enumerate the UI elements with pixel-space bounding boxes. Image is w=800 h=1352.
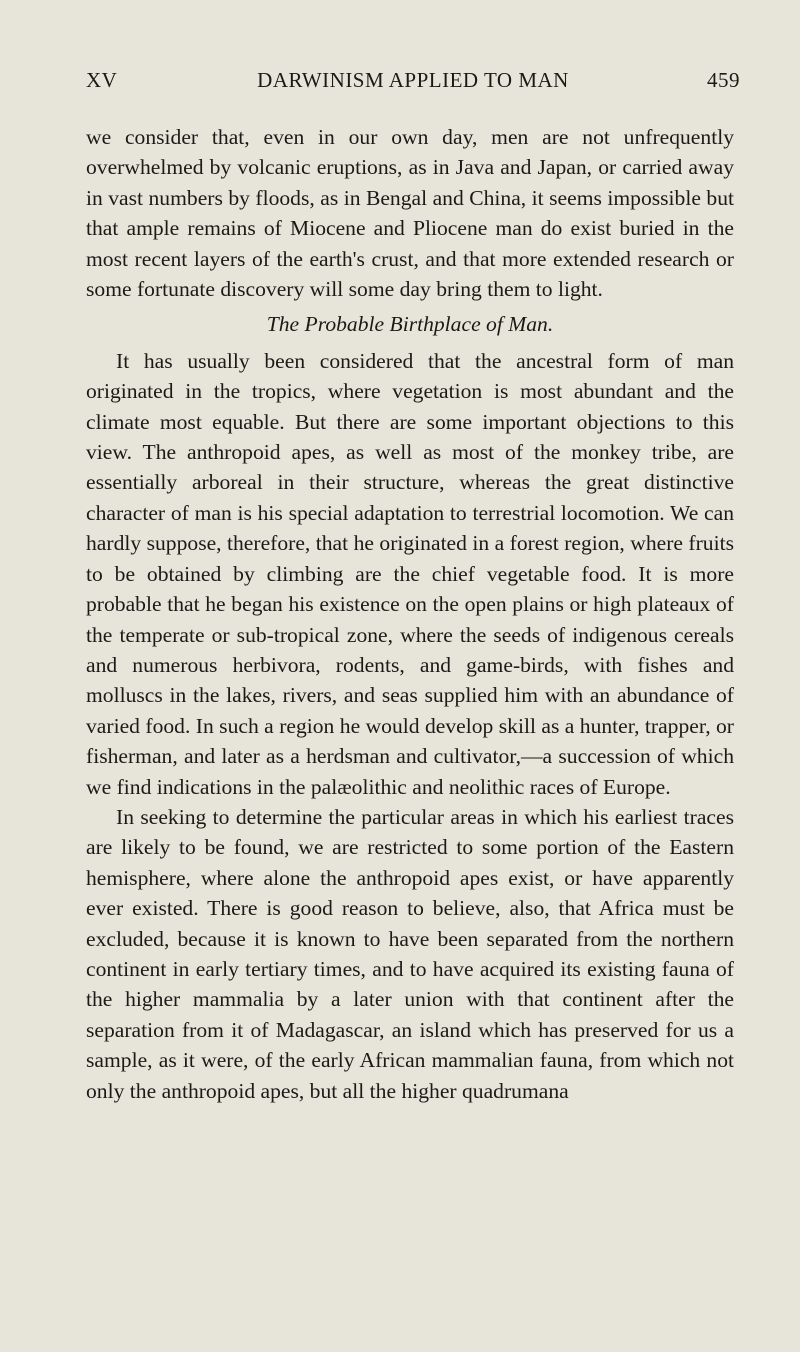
paragraph: In seeking to determine the particular areas in which his earliest traces are likely to be found, we are restricted to some portion of the Eastern hemisphere, where alone the anthropoid apes exist, or have apparently ever existed. There is good reason to believe, also, that Africa must be excluded, because it is known to have been separated from the northern continent in early tertiary times, and to have acquired its existing fauna of the higher mammalia by a later union with that continent after the separation from it of Madagascar, an island which has preserved for us a sample, as it were, of the early African mammalian fauna, from which not only the anthropoid apes, but all the higher quadrumana bbox=[86, 804, 734, 1103]
running-title: DARWINISM APPLIED TO MAN bbox=[257, 68, 569, 92]
page-number: 459 bbox=[707, 68, 740, 92]
paragraph: It has usually been considered that the ancestral form of man originated in the tropics, where vegetation is most abundant and the climate most equable. But there are some important objections to this view. The anthropoid apes, as well as most of the monkey tribe, are essentially arboreal in their structure, whereas the great distinctive character of man is his special adaptation to terrestrial locomotion. We can hardly suppose, therefore, that he originated in a forest region, where fruits to be obtained by climbing are the chief vegetable food. It is more probable that he began his existence on the open plains or high plateaux of the temperate or sub-tropical zone, where the seeds of indigenous cereals and numerous herbivora, rodents, and game-birds, with fishes and molluscs in the lakes, rivers, and seas supplied him with an abundance of varied food. In such a region he would develop skill as a hunter, trapper, or fisherman, and later as a herdsman and cultivator,—a succession of which we find indications in the palæolithic and neolithic races of Europe. bbox=[86, 348, 734, 799]
chapter-number: XV bbox=[86, 68, 118, 92]
running-header bbox=[86, 68, 740, 102]
paragraph: we consider that, even in our own day, men are not unfrequently overwhelmed by volcanic eruptions, as in Java and Japan, or carried away in vast numbers by floods, as in Bengal and China, it seems impossible but that ample remains of Miocene and Pliocene man do exist buried in the most recent layers of the earth's crust, and that more extended research or some fortunate discovery will some day bring them to light. bbox=[86, 125, 734, 302]
body-text bbox=[86, 122, 734, 1106]
section-heading: The Probable Birthplace of Man. bbox=[266, 312, 554, 337]
